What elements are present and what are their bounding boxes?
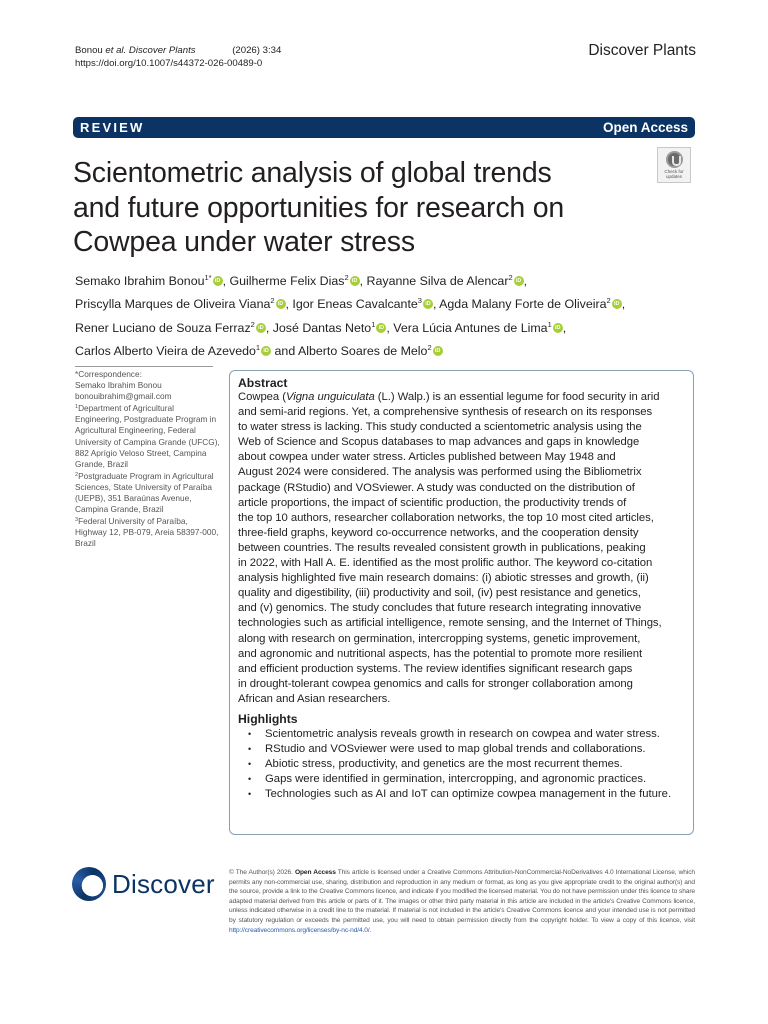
- journal-name: Discover Plants: [588, 42, 696, 59]
- abstract-line: along with research on germination, intercropping systems, genetic improvement,: [238, 632, 641, 645]
- orcid-icon[interactable]: [553, 323, 563, 333]
- highlight-item: • Technologies such as AI and IoT can optimize cowpea management in the future.: [238, 787, 685, 802]
- abstract-line: August 2024 were considered. The analysis was performed using the Bibliometrix: [238, 466, 642, 479]
- orcid-icon[interactable]: [276, 299, 286, 309]
- check-updates-line1: Check for: [664, 169, 684, 174]
- doi-link[interactable]: https://doi.org/10.1007/s44372-026-00489-0: [75, 58, 263, 69]
- orcid-icon[interactable]: [376, 323, 386, 333]
- author-name: Priscylla Marques de Oliveira Viana: [75, 297, 271, 312]
- correspondence-sidebar: [75, 369, 220, 550]
- running-head: [75, 44, 281, 70]
- abstract-line: package (RStudio) and VOSviewer. A study was conducted on the distribution of: [238, 481, 635, 494]
- highlight-item: • Abiotic stress, productivity, and genetics are the most recurrent themes.: [238, 757, 685, 772]
- abstract-line: and agronomic and nutritional aspects, has the potential to promote more resilient: [238, 647, 643, 660]
- affiliation-3: $^3$Federal University of Paraíba, Highway 12, PB-079, Areia 58397-000, Brazil: [75, 516, 219, 549]
- year-volume: (2026) 3:34: [232, 45, 282, 56]
- orcid-icon[interactable]: [213, 276, 223, 286]
- abstract-line: the top 10 authors, researcher collaboration networks, the top 10 most cited articles,: [238, 511, 654, 524]
- abstract-line: article proportions, the impact of scientific production, the productivity trends of: [238, 496, 627, 509]
- discover-logo: [72, 867, 215, 901]
- abstract-line: technologies such as artificial intelligence, remote sensing, and the Internet of Things,: [238, 617, 662, 630]
- copyright: © The Author(s) 2026.: [229, 869, 293, 876]
- author-name: Igor Eneas Cavalcante: [292, 297, 418, 312]
- affiliation-1: $^1$Department of Agricultural Engineering, Postgraduate Program in Agricultural Engineering, Federal University of Campina Grande (UFCG), 882 Aprígio Veloso Street, Campina Grande, Brazil: [75, 403, 220, 469]
- article-type: REVIEW: [80, 120, 145, 135]
- license-oa-label: Open Access: [294, 869, 336, 876]
- discover-swirl-icon: [72, 867, 106, 901]
- abstract-line: to water stress is lacking. This study conducted a scientometric analysis using the: [238, 421, 642, 434]
- abstract-line: and semi-arid regions. Yet, a comprehensive synthesis of research on its responses: [238, 406, 653, 419]
- crossmark-icon: [666, 151, 683, 168]
- abstract-line: and (v) genomics. The study concludes that future research integrating innovative: [238, 602, 642, 615]
- orcid-icon[interactable]: [612, 299, 622, 309]
- abstract-line: between countries. The results revealed consistent growth in publications, peaking: [238, 541, 646, 554]
- check-updates-line2: updates: [665, 174, 682, 179]
- citation-etal: et al.: [105, 45, 127, 56]
- license-notice: © The Author(s) 2026. Open Access This article is licensed under a Creative Commons Attribution-NonCommercial-NoDerivatives 4.0 International License, which permits any non-commercial use, sharing, distribution and reproduction in any medium or format, as long as you give appropriate credit to the original author(s) and the source, provide a link to the Creative Commons licence, and indicate if you modified the licensed material. You do not have permission under this licence to share adapted material derived from this article or parts of it. The images or other third party material in this article are included in the article's Creative Commons licence, unless indicated otherwise in a credit line to the material. If material is not included in the article's Creative Commons licence and your intended use is not permitted by statutory regulation or exceeds the permitted use, you will need to obtain permission directly from the copyright holder. To view a copy of this licence, visit http://creativecommons.org/licenses/by-nc-nd/4.0/.: [229, 869, 696, 934]
- abstract-line: Web of Science and Scopus databases to map advances and gaps in knowledge: [238, 436, 640, 449]
- abstract-line: African and Asian researchers.: [238, 692, 391, 705]
- author-name: Semako Ibrahim Bonou: [75, 274, 205, 288]
- author-affiliation: 1: [547, 319, 552, 329]
- abstract-text: [238, 390, 685, 707]
- abstract-line: in drought-tolerant cowpea genomics and calls for stronger collaboration among: [238, 677, 633, 690]
- open-access-label: Open Access: [602, 120, 688, 135]
- author-affiliation: 2: [508, 273, 513, 282]
- highlight-item: • Scientometric analysis reveals growth in research on cowpea and water stress.: [238, 727, 685, 742]
- author-affiliation: 1: [255, 342, 261, 352]
- author-affiliation: 1*: [204, 273, 212, 282]
- author-affiliation: 2: [606, 296, 611, 306]
- author-name: Guilherme Felix Dias: [229, 274, 345, 288]
- author-affiliation: 1: [371, 319, 376, 329]
- affiliation-2: $^2$Postgraduate Program in Agricultural Sciences, State University of Paraíba (UEPB), 351 Baraúnas Avenue, Campina Grande, Brazil: [75, 470, 214, 515]
- abstract-line: three-field graphs, keyword co-occurrence networks, and the cooperation density: [238, 526, 639, 539]
- author-affiliation: 2: [270, 296, 275, 306]
- abstract-line: Cowpea (Vigna unguiculata (L.) Walp.) is an essential legume for food security in arid: [238, 391, 660, 403]
- author-affiliation: 3: [417, 296, 422, 306]
- abstract-heading: Abstract: [238, 376, 288, 390]
- author-name: José Dantas Neto: [272, 320, 372, 335]
- author-name: Vera Lúcia Antunes de Lima: [393, 320, 548, 335]
- abstract-line: quality and digestibility, (iii) productivity and soil, (iv) pest resistance and genetics,: [238, 587, 641, 600]
- check-for-updates-button[interactable]: [657, 147, 691, 183]
- correspondent-name: Semako Ibrahim Bonou: [75, 380, 162, 391]
- highlight-item: • RStudio and VOSviewer were used to map global trends and collaborations.: [238, 742, 685, 757]
- highlights-list: [238, 727, 685, 802]
- author-list: Semako Ibrahim Bonou$^{1*}$ iD , Guilherme Felix Dias$^2$ iD , Rayanne Silva de Alencar$^2$ iD , Priscylla Marques de Oliveira Viana$^2$ iD , Igor Eneas Cavalcante$^3$ iD , Agda Malany Forte de Oliveira$^2$ iD , Rener Luciano de Souza Ferraz$^2$ iD , José Dantas Neto$^1$ iD , Vera Lúcia Antunes de Lima$^1$ iD , Carlos Alberto Vieira de Azevedo$^1$iD and Alberto Soares de Melo$^2$iD: [75, 268, 635, 361]
- author-affiliation: 2: [427, 342, 432, 352]
- correspondence-label: *Correspondence:: [75, 369, 142, 379]
- orcid-icon[interactable]: [261, 346, 271, 356]
- abstract-line: analysis highlighted five main research domains: (i) abiotic stresses and growth, (ii): [238, 572, 649, 585]
- citation-author: Bonou: [75, 45, 103, 56]
- highlight-item: • Gaps were identified in germination, intercropping, and agronomic practices.: [238, 772, 685, 787]
- article-title: Scientometric analysis of global trends and future opportunities for research on Cowpea under water stress: [73, 157, 565, 258]
- abstract-line: about cowpea under water stress. Articles published between May 1948 and: [238, 451, 616, 464]
- article-type-banner: [73, 117, 695, 138]
- author-affiliation: 2: [250, 319, 255, 329]
- author-name: Rener Luciano de Souza Ferraz: [75, 320, 251, 335]
- orcid-icon[interactable]: [433, 346, 443, 356]
- abstract-line: in 2022, with Hall A. E. identified as the most prolific author. The keyword co-citation: [238, 557, 653, 570]
- orcid-icon[interactable]: [514, 276, 524, 286]
- author-name: Alberto Soares de Melo: [297, 343, 428, 358]
- orcid-icon[interactable]: [423, 299, 433, 309]
- author-name: Rayanne Silva de Alencar: [366, 274, 509, 288]
- author-name: Agda Malany Forte de Oliveira: [439, 297, 607, 312]
- highlights-heading: Highlights: [238, 711, 298, 726]
- sidebar-divider: [75, 366, 213, 367]
- discover-logo-text: Discover: [112, 868, 215, 899]
- author-name: Carlos Alberto Vieira de Azevedo: [75, 343, 256, 358]
- correspondent-email[interactable]: bonouibrahim@gmail.com: [75, 391, 172, 402]
- citation-journal: Discover Plants: [128, 45, 196, 56]
- abstract-box: [229, 370, 694, 835]
- license-text: This article is licensed under a Creative Commons Attribution-NonCommercial-NoDerivatives 4.0 International License, which permits any non-commercial use, sharing, distribution and reproduction in any medium or format, as long as you give appropriate credit to the original author(s) and the source, provide a link to the Creative Commons licence, and indicate if you modified the licensed material. You do not have permission under this licence to share adapted material derived from this article or parts of it. The images or other third party material in this article are included in the article's Creative Commons licence, unless indicated otherwise in a credit line to the material. If material is not included in the article's Creative Commons licence and your intended use is not permitted by statutory regulation or exceeds the permitted use, you will need to obtain permission directly from the copyright holder. To view a copy of this licence, visit: [229, 869, 696, 924]
- orcid-icon[interactable]: [350, 276, 360, 286]
- license-link[interactable]: http://creativecommons.org/licenses/by-nc-nd/4.0/: [229, 926, 370, 934]
- orcid-icon[interactable]: [256, 323, 266, 333]
- author-affiliation: 2: [344, 273, 349, 282]
- abstract-line: and efficient production systems. The review identifies significant research gaps: [238, 662, 633, 675]
